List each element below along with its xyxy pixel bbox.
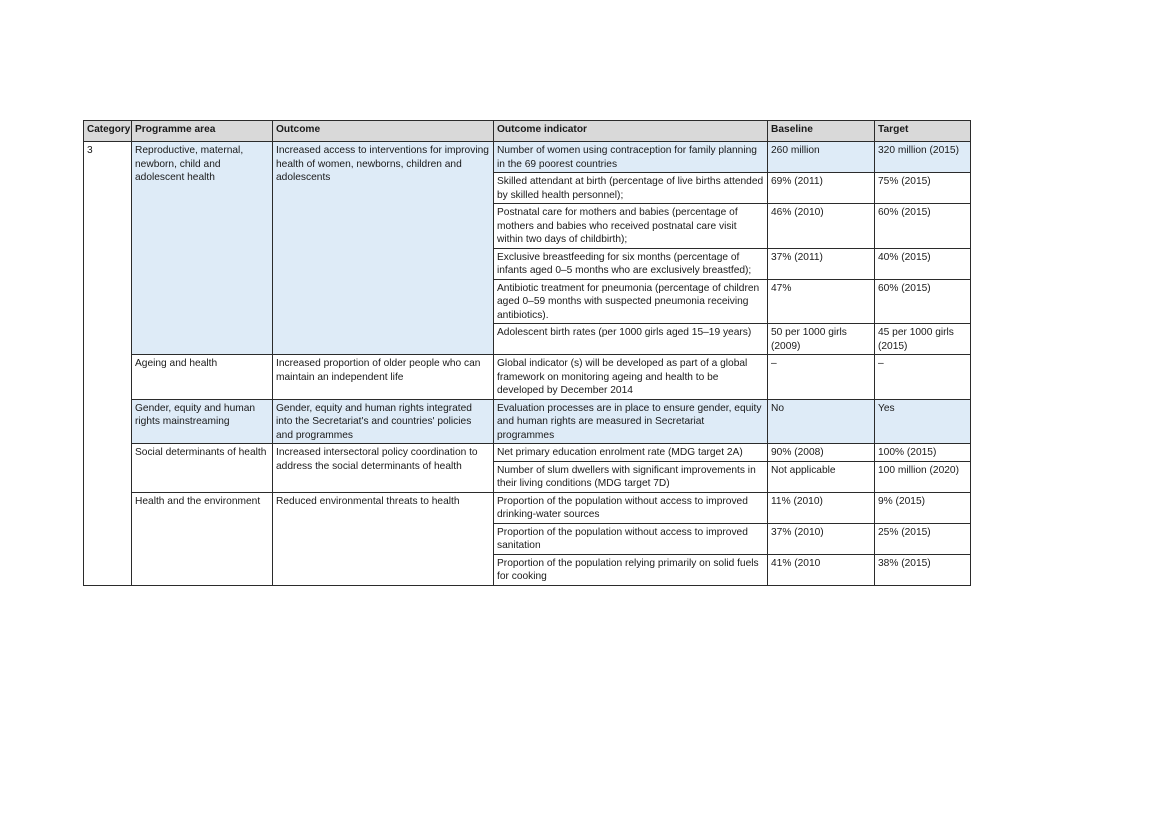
table-row (84, 399, 971, 444)
target-cell: 40% (2015) (875, 248, 971, 279)
indicator-cell: Proportion of the population without access to improved sanitation (494, 523, 768, 554)
target-cell: 75% (2015) (875, 173, 971, 204)
outcome-cell: Increased proportion of older people who can maintain an independent life (273, 355, 494, 400)
target-cell: 60% (2015) (875, 279, 971, 324)
table-row (84, 492, 971, 523)
target-cell: 320 million (2015) (875, 142, 971, 173)
programme-area-cell: Ageing and health (132, 355, 273, 400)
target-cell: 25% (2015) (875, 523, 971, 554)
baseline-cell: No (768, 399, 875, 444)
baseline-cell: 260 million (768, 142, 875, 173)
indicator-cell: Proportion of the population without access to improved drinking-water sources (494, 492, 768, 523)
indicator-cell: Net primary education enrolment rate (MDG target 2A) (494, 444, 768, 462)
target-cell: 9% (2015) (875, 492, 971, 523)
header-category: Category (84, 121, 132, 142)
indicator-cell: Number of slum dwellers with significant improvements in their living conditions (MDG target 7D) (494, 461, 768, 492)
indicator-cell: Proportion of the population relying primarily on solid fuels for cooking (494, 554, 768, 585)
category-number: 3 (84, 142, 132, 586)
baseline-cell: 41% (2010 (768, 554, 875, 585)
baseline-cell: 37% (2011) (768, 248, 875, 279)
programme-area-cell: Social determinants of health (132, 444, 273, 493)
header-programme-area: Programme area (132, 121, 273, 142)
table-row (84, 444, 971, 462)
indicator-cell: Skilled attendant at birth (percentage of live births attended by skilled health personnel); (494, 173, 768, 204)
outcome-cell: Increased intersectoral policy coordination to address the social determinants of health (273, 444, 494, 493)
indicator-cell: Postnatal care for mothers and babies (percentage of mothers and babies who received postnatal care visit within two days of childbirth); (494, 204, 768, 249)
target-cell: – (875, 355, 971, 400)
baseline-cell: 90% (2008) (768, 444, 875, 462)
outcome-cell: Increased access to interventions for improving health of women, newborns, children and adolescents (273, 142, 494, 355)
indicator-cell: Antibiotic treatment for pneumonia (percentage of children aged 0–59 months with suspected pneumonia receiving antibiotics). (494, 279, 768, 324)
indicator-cell: Adolescent birth rates (per 1000 girls aged 15–19 years) (494, 324, 768, 355)
baseline-cell: 37% (2010) (768, 523, 875, 554)
results-table (83, 120, 971, 586)
outcome-cell: Reduced environmental threats to health (273, 492, 494, 585)
target-cell: 60% (2015) (875, 204, 971, 249)
baseline-cell: 46% (2010) (768, 204, 875, 249)
header-baseline: Baseline (768, 121, 875, 142)
target-cell: 100 million (2020) (875, 461, 971, 492)
indicator-cell: Number of women using contraception for family planning in the 69 poorest countries (494, 142, 768, 173)
baseline-cell: 69% (2011) (768, 173, 875, 204)
baseline-cell: 11% (2010) (768, 492, 875, 523)
header-outcome-indicator: Outcome indicator (494, 121, 768, 142)
baseline-cell: 47% (768, 279, 875, 324)
header-target: Target (875, 121, 971, 142)
baseline-cell: Not applicable (768, 461, 875, 492)
programme-area-cell: Health and the environment (132, 492, 273, 585)
table-row (84, 355, 971, 400)
table-row (84, 142, 971, 173)
target-cell: Yes (875, 399, 971, 444)
baseline-cell: 50 per 1000 girls (2009) (768, 324, 875, 355)
indicator-cell: Global indicator (s) will be developed as part of a global framework on monitoring ageing and health to be developed by December 2014 (494, 355, 768, 400)
indicator-cell: Evaluation processes are in place to ensure gender, equity and human rights are measured in Secretariat programmes (494, 399, 768, 444)
outcome-cell: Gender, equity and human rights integrated into the Secretariat's and countries' policies and programmes (273, 399, 494, 444)
programme-area-cell: Reproductive, maternal, newborn, child and adolescent health (132, 142, 273, 355)
target-cell: 38% (2015) (875, 554, 971, 585)
programme-area-cell: Gender, equity and human rights mainstreaming (132, 399, 273, 444)
target-cell: 100% (2015) (875, 444, 971, 462)
target-cell: 45 per 1000 girls (2015) (875, 324, 971, 355)
header-outcome: Outcome (273, 121, 494, 142)
indicator-cell: Exclusive breastfeeding for six months (percentage of infants aged 0–5 months who are exclusively breastfed); (494, 248, 768, 279)
header-row (84, 121, 971, 142)
baseline-cell: – (768, 355, 875, 400)
